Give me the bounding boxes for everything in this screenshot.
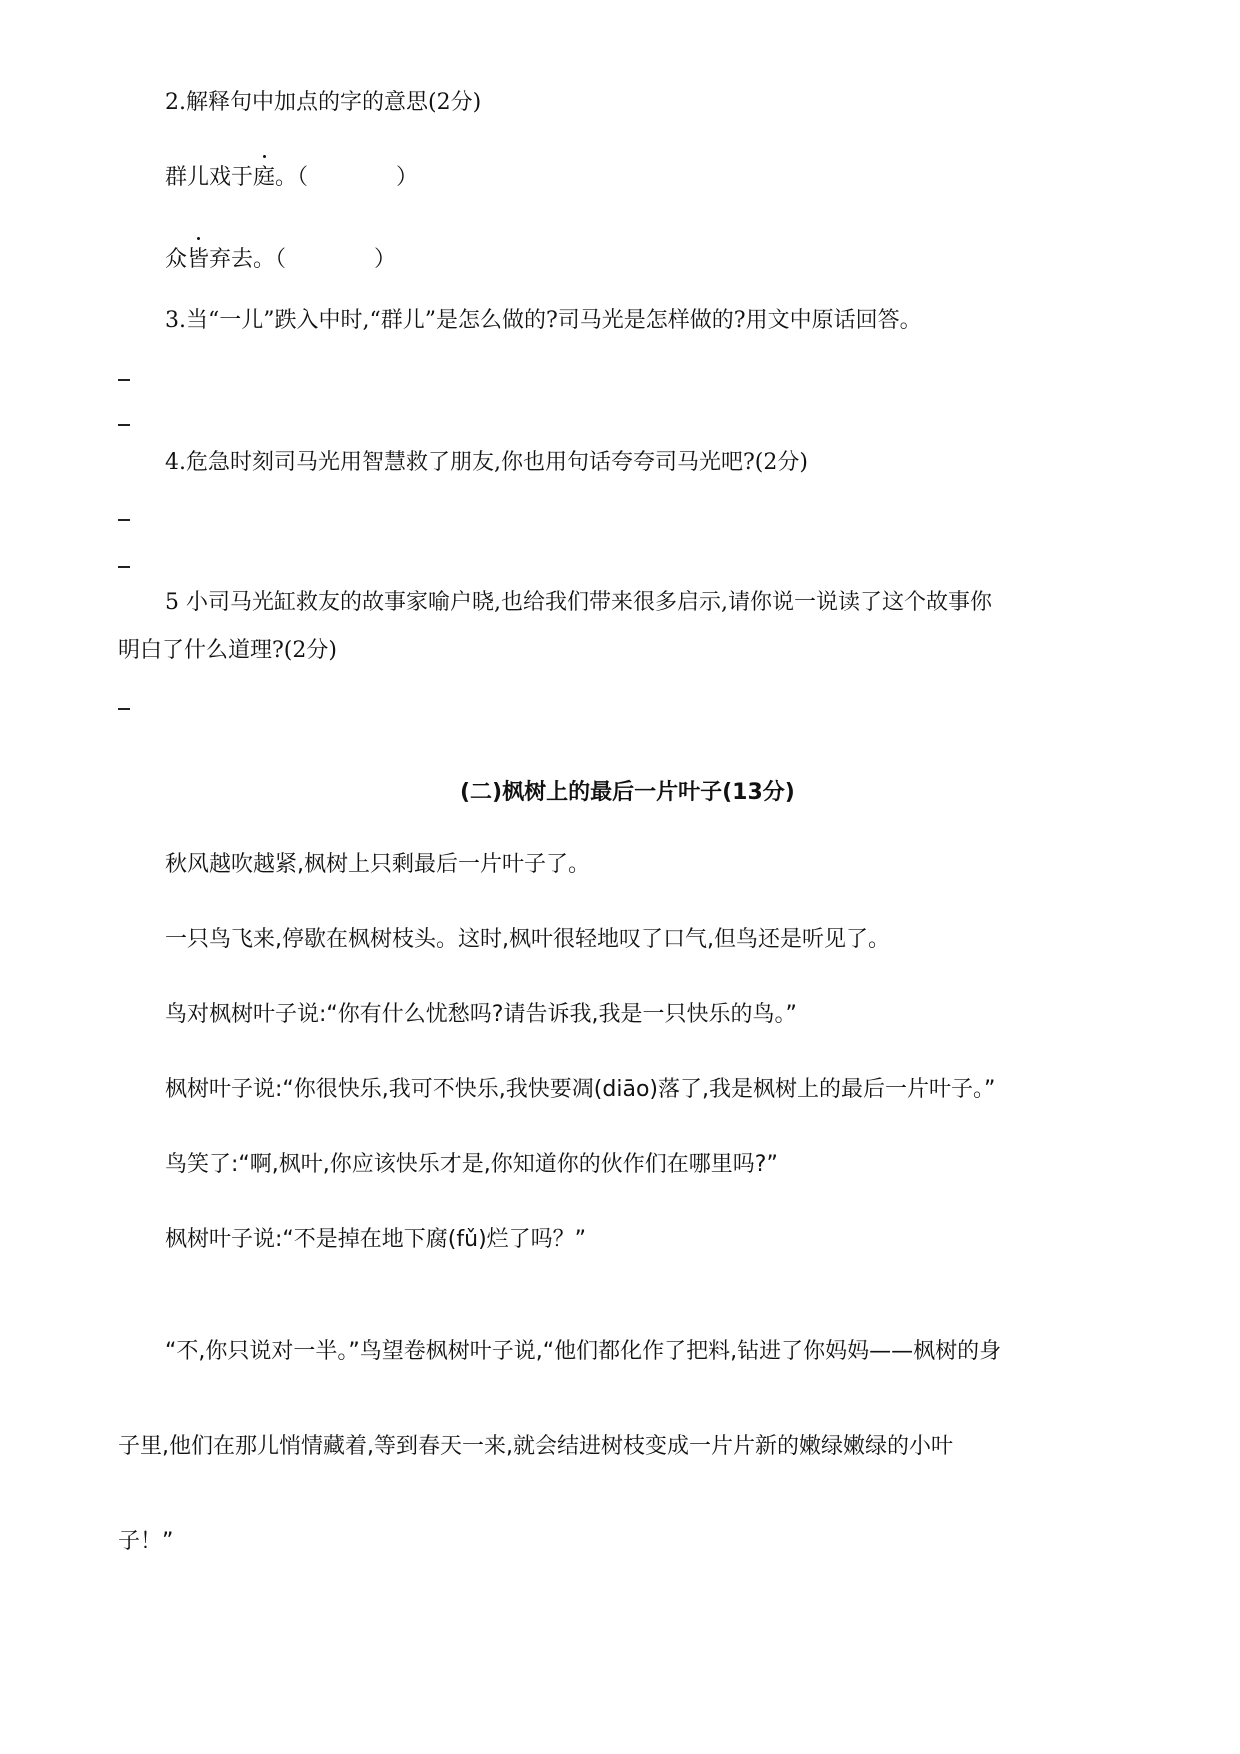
question-2-prompt: 2.解释句中加点的字的意思(2分) bbox=[165, 90, 482, 115]
story-paragraph-continued: 子！” bbox=[118, 1529, 174, 1554]
story-paragraph: “不,你只说对一半。”鸟望卷枫树叶子说,“他们都化作了把料,钻进了你妈妈——枫树的身 bbox=[165, 1339, 1002, 1364]
question-2-item-1 bbox=[165, 163, 418, 193]
story-paragraph: 鸟对枫树叶子说:“你有什么忧愁吗?请告诉我,我是一只快乐的鸟。” bbox=[165, 1002, 797, 1027]
item-2-answer-bracket[interactable]: 弃去。（ ） bbox=[209, 247, 397, 272]
dotted-character: 庭 bbox=[253, 163, 275, 193]
item-1-answer-bracket[interactable]: 。（ ） bbox=[275, 165, 419, 190]
story-paragraph: 秋风越吹越紧,枫树上只剩最后一片叶子了。 bbox=[165, 852, 590, 877]
question-5-prompt-line-2: 明白了什么道理?(2分) bbox=[118, 638, 337, 663]
story-paragraph-continued: 子里,他们在那儿悄情藏着,等到春天一来,就会结进树枝变成一片片新的嫩绿嫩绿的小叶 bbox=[118, 1434, 953, 1459]
section-2-title: (二)枫树上的最后一片叶子(13分) bbox=[460, 780, 795, 805]
story-paragraph: 一只鸟飞来,停歇在枫树枝头。这时,枫叶很轻地叹了口气,但鸟还是听见了。 bbox=[165, 927, 890, 952]
question-3-prompt: 3.当“一儿”跌入中时,“群儿”是怎么做的?司马光是怎样做的?用文中原话回答。 bbox=[165, 308, 922, 333]
story-paragraph: 鸟笑了:“啊,枫叶,你应该快乐才是,你知道你的伙作们在哪里吗?” bbox=[165, 1152, 778, 1177]
story-paragraph: 枫树叶子说:“不是掉在地下腐(fǔ)烂了吗？” bbox=[165, 1227, 587, 1252]
question-2-item-2 bbox=[165, 245, 396, 275]
story-paragraph: 枫树叶子说:“你很快乐,我可不快乐,我快要凋(diāo)落了,我是枫树上的最后一片叶子。” bbox=[165, 1077, 996, 1102]
answer-line[interactable] bbox=[118, 424, 130, 426]
item-1-before: 群儿戏于 bbox=[165, 165, 254, 190]
answer-line[interactable] bbox=[118, 566, 130, 568]
item-2-before: 众 bbox=[165, 247, 188, 272]
answer-line[interactable] bbox=[118, 379, 130, 381]
question-4-prompt: 4.危急时刻司马光用智慧救了朋友,你也用句话夸夸司马光吧?(2分) bbox=[165, 450, 808, 475]
question-5-prompt-line-1: 5 小司马光缸救友的故事家喻户晓,也给我们带来很多启示,请你说一说读了这个故事你 bbox=[165, 590, 992, 615]
answer-line[interactable] bbox=[118, 519, 130, 521]
dotted-character: 皆 bbox=[187, 245, 209, 275]
answer-line[interactable] bbox=[118, 708, 130, 710]
